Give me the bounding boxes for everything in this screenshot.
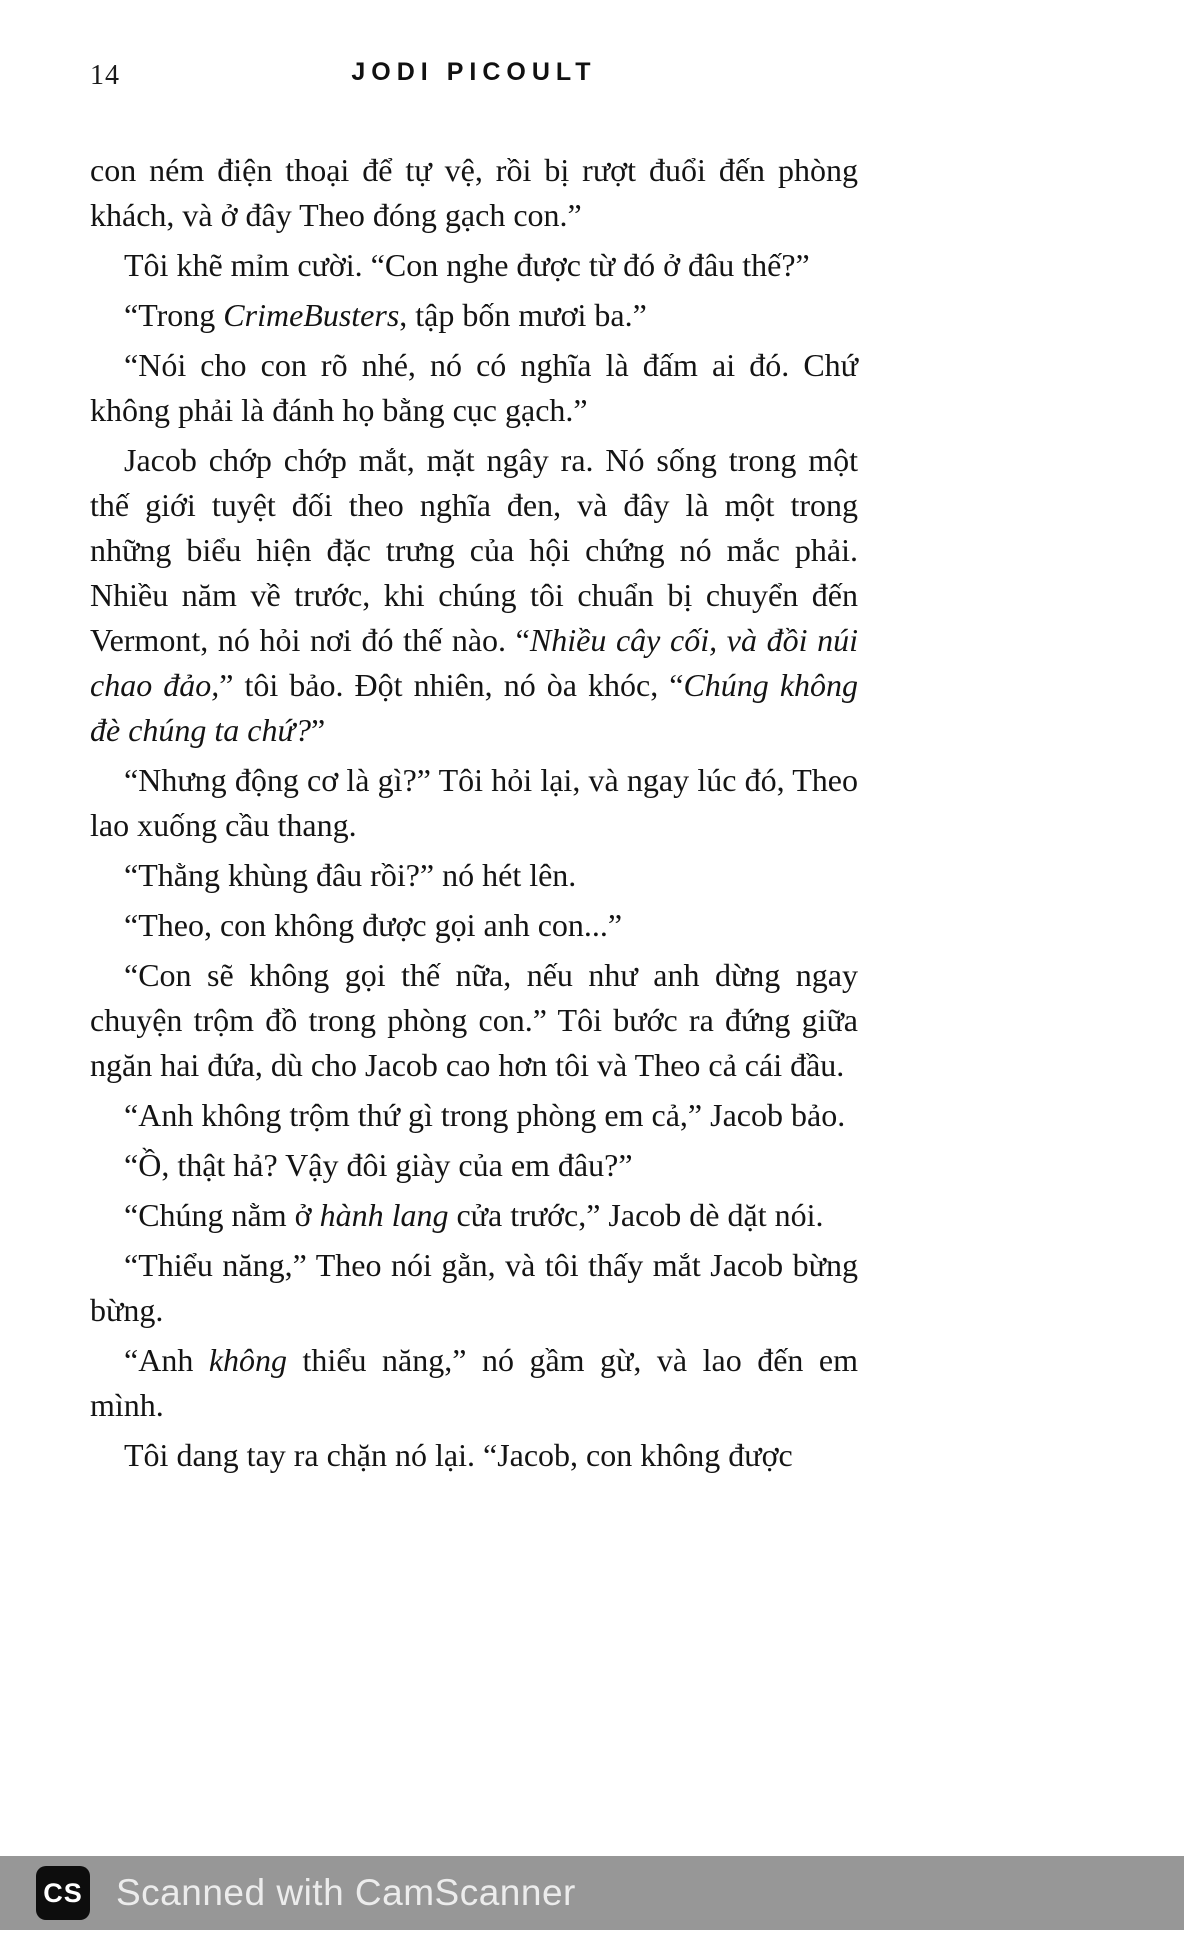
paragraph (90, 438, 858, 753)
running-title-author: JODI PICOULT (351, 58, 597, 86)
paragraph (90, 1143, 858, 1188)
text-run: thiểu năng,” nó gầm gừ, và lao đến em mình. (90, 1342, 859, 1423)
text-run: “Trong (124, 297, 224, 333)
paragraph (90, 1338, 858, 1428)
italic-text-run: Nhiều cây cối, và đồi núi chao đảo, (90, 622, 859, 703)
text-run: “Con sẽ không gọi thế nữa, nếu như anh dừng ngay chuyện trộm đồ trong phòng con.” Tôi bước ra đứng giữa ngăn hai đứa, dù cho Jacob cao hơn tôi và Theo cả cái đầu. (90, 957, 858, 1083)
text-run: ” (310, 712, 326, 748)
italic-text-run: CrimeBusters (223, 297, 400, 333)
paragraph (90, 853, 858, 898)
camscanner-watermark-bar (0, 1856, 1184, 1930)
text-run: “Theo, con không được gọi anh con...” (124, 907, 623, 943)
text-run: “Chúng nằm ở (124, 1197, 320, 1233)
text-run: con ném điện thoại để tự vệ, rồi bị rượt đuổi đến phòng khách, và ở đây Theo đóng gạch con.” (90, 152, 858, 233)
text-run: “Ồ, thật hả? Vậy đôi giày của em đâu?” (124, 1147, 633, 1183)
paragraph (90, 293, 858, 338)
text-run: “Thiểu năng,” Theo nói gằn, và tôi thấy mắt Jacob bừng bừng. (90, 1247, 858, 1328)
paragraph (90, 903, 858, 948)
paragraph (90, 243, 858, 288)
paragraph (90, 148, 858, 238)
text-run: “Anh (124, 1342, 209, 1378)
page-header (90, 58, 858, 98)
paragraph (90, 1093, 858, 1138)
text-run: , tập bốn mươi ba.” (399, 297, 647, 333)
text-run: “Thằng khùng đâu rồi?” nó hét lên. (124, 857, 577, 893)
text-run: “Anh không trộm thứ gì trong phòng em cả,” Jacob bảo. (124, 1097, 846, 1133)
italic-text-run: hành lang (319, 1197, 449, 1233)
italic-text-run: không (208, 1342, 288, 1378)
camscanner-watermark-text: Scanned with CamScanner (116, 1872, 576, 1913)
italic-text-run: Chúng không đè chúng ta chứ? (90, 667, 859, 748)
text-run: Tôi khẽ mỉm cười. “Con nghe được từ đó ở đâu thế?” (124, 247, 810, 283)
page-body (90, 148, 858, 1483)
page-number: 14 (90, 60, 120, 91)
text-run: cửa trước,” Jacob dè dặt nói. (448, 1197, 824, 1233)
text-run: Jacob chớp chớp mắt, mặt ngây ra. Nó sống trong một thế giới tuyệt đối theo nghĩa đen, và đây là một trong những biểu hiện đặc trưng của hội chứng nó mắc phải. Nhiều năm về trước, khi chúng tôi chuẩn bị chuyển đến Vermont, nó hỏi nơi đó thế nào. “ (90, 442, 858, 658)
paragraph (90, 343, 858, 433)
text-run: Tôi dang tay ra chặn nó lại. “Jacob, con không được (124, 1437, 793, 1473)
paragraph (90, 953, 858, 1088)
paragraph (90, 1193, 858, 1238)
paragraph (90, 1243, 858, 1333)
text-run: “Nhưng động cơ là gì?” Tôi hỏi lại, và ngay lúc đó, Theo lao xuống cầu thang. (90, 762, 858, 843)
paragraph (90, 758, 858, 848)
text-run: “Nói cho con rõ nhé, nó có nghĩa là đấm ai đó. Chứ không phải là đánh họ bằng cục gạch.” (90, 347, 858, 428)
paragraph (90, 1433, 858, 1478)
text-run: ” tôi bảo. Đột nhiên, nó òa khóc, “ (219, 667, 684, 703)
camscanner-logo-icon: CS (36, 1866, 90, 1920)
